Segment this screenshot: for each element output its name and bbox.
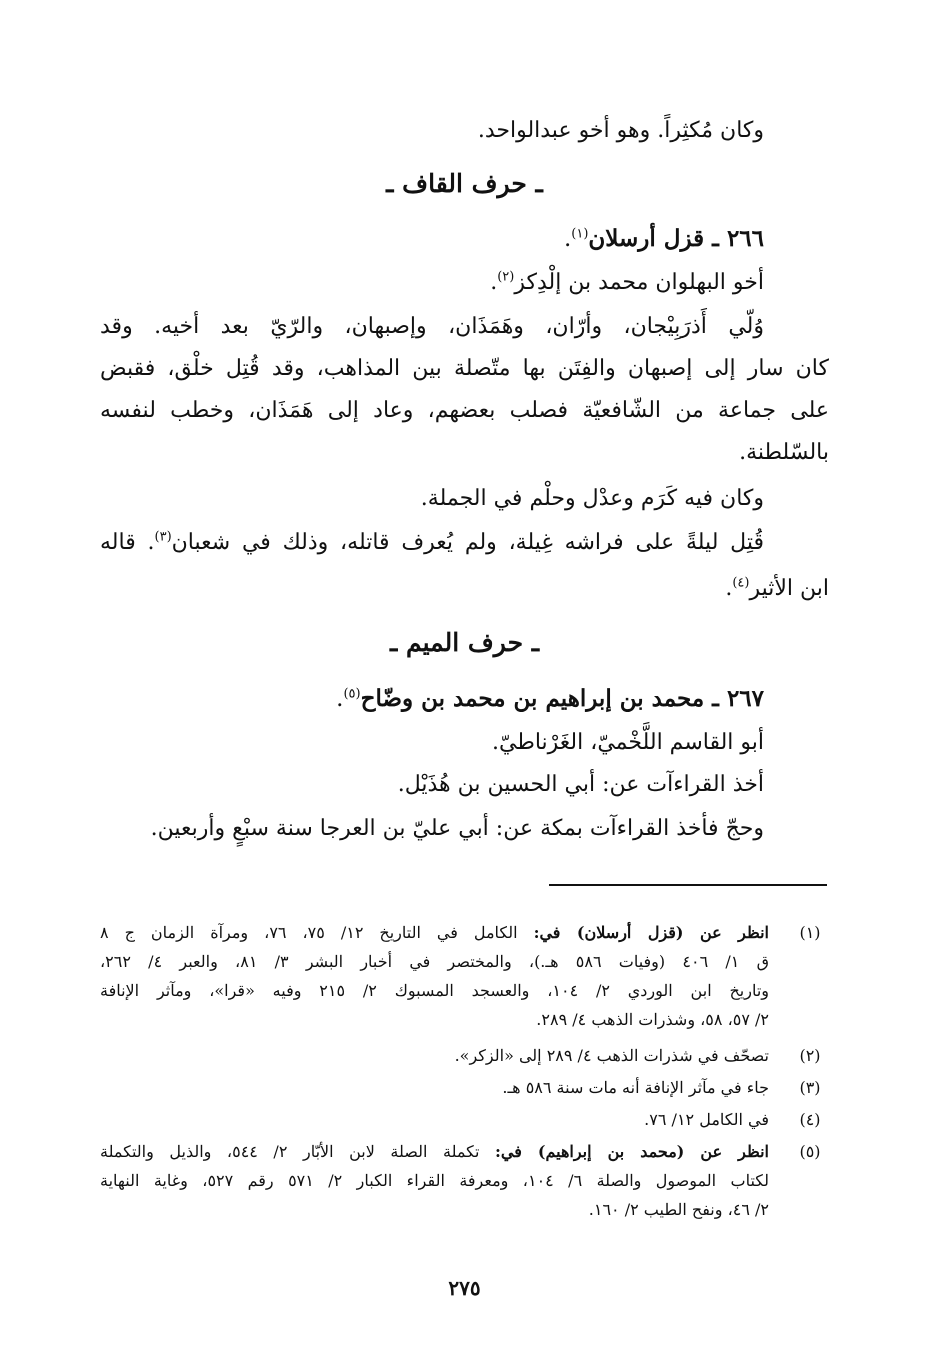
footnote-text: وتاريخ ابن الوردي ٢/ ١٠٤، والعسجد المسبوك ٢/ ٢١٥ وفيه «قرا»، ومآثر الإنافة: [100, 981, 770, 1000]
text-line: أبو القاسم اللَّخْميّ، الغَرْناطيّ.: [492, 730, 764, 755]
footnote-3: [100, 1073, 827, 1102]
footnote-text: ق ١/ ٤٠٦ (وفيات ٥٨٦ هـ.)، والمختصر في أخبار البشر ٣/ ٨١، والعبر ٤/ ٢٦٢،: [100, 952, 770, 971]
footnote-number: (١): [799, 923, 821, 942]
footnote-bold: انظر عن (قزل أرسلان) في:: [533, 923, 770, 942]
footnote-4: [100, 1105, 827, 1134]
section-heading-qaf: ـ حرف القاف ـ: [386, 169, 543, 198]
entry-title-text: ٢٦٦ ـ قزل أرسلان: [588, 225, 764, 252]
footnote-text: في الكامل ١٢/ ٧٦.: [644, 1110, 769, 1129]
text-line: [100, 526, 764, 560]
punctuation: .: [563, 226, 572, 252]
entry-266-title: [100, 222, 764, 256]
footnote-number: (٥): [799, 1142, 821, 1161]
footnote-text: ٢/ ٥٧، ٥٨، وشذرات الذهب ٤/ ٢٨٩.: [536, 1010, 769, 1029]
punctuation: .: [336, 686, 344, 712]
text-line: [100, 572, 829, 606]
footnote-2: [100, 1041, 827, 1070]
line-text-end: . قاله: [100, 530, 155, 555]
footnote-number: (٣): [799, 1078, 821, 1097]
footnote-bold: انظر عن (محمد بن إبراهيم) في:: [495, 1142, 770, 1161]
footnote-text: جاء في مآثر الإنافة أنه مات سنة ٥٨٦ هـ.: [502, 1078, 769, 1097]
footnote-5: [100, 1137, 827, 1224]
footnote-text: تكملة الصلة لابن الأبّار ٢/ ٥٤٤، والذيل والتكملة: [100, 1142, 495, 1161]
footnote-separator: [549, 884, 827, 886]
line-text: وكان مُكثِراً. وهو أخو عبدالواحد.: [477, 118, 764, 143]
footnote-1: [100, 918, 827, 1034]
text-line: على جماعة من الشّافعيّة فصلب بعضهم، وعاد إلى هَمَذَان، وخطب لنفسه: [100, 398, 829, 423]
footnote-line: [100, 1005, 769, 1034]
text-line: [100, 114, 764, 148]
footnote-text: الكامل في التاريخ ١٢/ ٧٥، ٧٦، ومرآة الزمان ج ٨: [100, 923, 534, 942]
footnote-line: [100, 1041, 769, 1070]
line-text: قُتِل ليلةً على فراشه غِيلة، ولم يُعرف قاتله، وذلك في شعبان: [171, 530, 764, 555]
text-line: وكان فيه كَرَم وعدْل وحلْم في الجملة.: [420, 486, 764, 511]
footnote-line: [100, 947, 769, 976]
line-text: أخو البهلوان محمد بن إلْدِكز: [514, 270, 764, 295]
footnote-number: (٤): [799, 1110, 821, 1129]
text-line: [100, 266, 764, 300]
footnote-line: [100, 1166, 769, 1195]
entry-title-text: ٢٦٧ ـ محمد بن إبراهيم بن محمد بن وضّاح: [360, 685, 764, 712]
section-heading-mim: ـ حرف الميم ـ: [389, 628, 540, 657]
text-line: وُلّي أَذرَبِيْجان، وأرّان، وهَمَذَان، وإصبهان، والرّيّ بعد أخيه. وقد: [100, 314, 764, 339]
page-number: ٢٧٥: [448, 1276, 481, 1300]
footnote-line: [100, 918, 769, 947]
text-line: بالسّلطنة.: [739, 440, 829, 465]
footnote-ref-5[interactable]: (٥): [343, 686, 361, 702]
footnote-text: ٢/ ٤٦، ونفح الطيب ٢/ ١٦٠.: [588, 1200, 769, 1219]
footnote-line: [100, 976, 769, 1005]
footnote-text: تصحّف في شذرات الذهب ٤/ ٢٨٩ إلى «الزكر».: [454, 1046, 769, 1065]
footnote-ref-2[interactable]: (٢): [497, 269, 515, 285]
punctuation: .: [725, 576, 733, 601]
punctuation: .: [490, 270, 498, 295]
footnote-ref-3[interactable]: (٣): [154, 529, 172, 545]
footnote-text: لكتاب الموصول والصلة ٦/ ١٠٤، ومعرفة القراء الكبار ٢/ ٥٧١ رقم ٥٢٧، وغاية النهاية: [100, 1171, 769, 1190]
text-line: وحجّ فأخذ القراءآت بمكة عن: أبي عليّ بن العرجا سنة سبْعٍ وأربعين.: [150, 816, 764, 841]
footnote-line: [100, 1195, 769, 1224]
footnote-line: [100, 1105, 769, 1134]
footnote-line: [100, 1073, 769, 1102]
footnote-ref-4[interactable]: (٤): [732, 575, 750, 591]
entry-267-title: [100, 682, 764, 716]
text-line: كان سار إلى إصبهان والفِتَن بها متّصلة بين المذاهب، وقد قُتِل خلْق، فقبض: [100, 356, 829, 381]
line-text: ابن الأثير: [749, 576, 829, 601]
footnote-ref-1[interactable]: (١): [571, 226, 589, 242]
text-line: أخذ القراءآت عن: أبي الحسين بن هُذَيْل.: [397, 772, 764, 797]
footnote-line: [100, 1137, 769, 1166]
footnote-number: (٢): [799, 1046, 821, 1065]
